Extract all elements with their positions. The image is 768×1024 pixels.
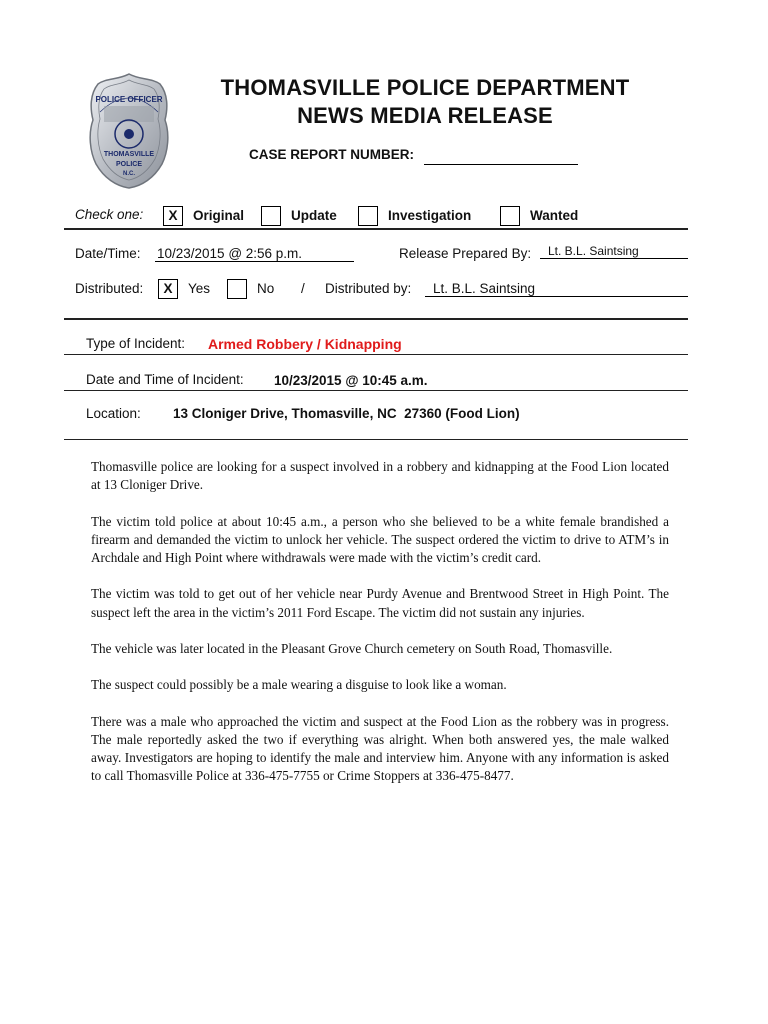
- distributed-by-value: Lt. B.L. Saintsing: [433, 281, 536, 296]
- divider: [64, 439, 688, 440]
- checkbox-distributed-yes[interactable]: X: [158, 279, 178, 299]
- distributed-by-field[interactable]: [425, 281, 688, 297]
- badge-state-text: N.C.: [123, 171, 135, 177]
- prepared-by-label: Release Prepared By:: [399, 246, 532, 261]
- police-badge-icon: [88, 72, 170, 190]
- option-update-label: Update: [291, 208, 337, 223]
- divider: [64, 354, 688, 355]
- checkbox-update[interactable]: [261, 206, 281, 226]
- paragraph: The vehicle was later located in the Pleasant Grove Church cemetery on South Road, Thomasville.: [91, 640, 613, 656]
- badge-city-text: THOMASVILLE: [103, 151, 155, 158]
- incident-datetime-value: 10/23/2015 @ 10:45 a.m.: [274, 373, 428, 388]
- release-body: [91, 458, 669, 804]
- paragraph: There was a male who approached the victim and suspect at the Food Lion as the robbery was in progress. The male reportedly asked the two if everything was alright. When both answered yes, the male walked away. Investigators are hoping to identify the male and interview him. Anyone with any information is asked to call Thomasville Police at 336-475-7755 or Crime Stoppers at 336-475-8477.: [91, 713, 669, 784]
- badge-top-text: POLICE OFFICER: [95, 95, 163, 104]
- no-label: No: [257, 281, 275, 296]
- paragraph: Thomasville police are looking for a suspect involved in a robbery and kidnapping at the Food Lion located at 13 Cloniger Drive.: [91, 459, 669, 493]
- paragraph: The victim was told to get out of her vehicle near Purdy Avenue and Brentwood Street in High Point. The suspect left the area in the victim’s 2011 Ford Escape. The victim did not sustain any injuries.: [91, 586, 669, 620]
- location-label: Location:: [86, 406, 141, 421]
- case-report-label: CASE REPORT NUMBER:: [249, 147, 415, 162]
- check-one-label: Check one:: [75, 207, 144, 222]
- prepared-by-value: Lt. B.L. Saintsing: [548, 244, 639, 258]
- divider: [64, 318, 688, 320]
- checkbox-wanted[interactable]: [500, 206, 520, 226]
- checkbox-investigation[interactable]: [358, 206, 378, 226]
- page-title: THOMASVILLE POLICE DEPARTMENT: [220, 75, 630, 100]
- checkbox-distributed-no[interactable]: [227, 279, 247, 299]
- incident-type-value: Armed Robbery / Kidnapping: [208, 336, 402, 352]
- option-original-label: Original: [193, 208, 245, 223]
- paragraph: The victim told police at about 10:45 a.m., a person who she believed to be a white female brandished a firearm and demanded the victim to unlock her vehicle. The suspect ordered the victim to drive to ATM’s in Archdale and High Point where withdrawals were made with the victim’s credit card.: [91, 513, 669, 565]
- case-report-field[interactable]: [424, 164, 578, 165]
- incident-datetime-label: Date and Time of Incident:: [86, 372, 244, 387]
- divider: [64, 228, 688, 230]
- distributed-by-label: Distributed by:: [325, 281, 412, 296]
- location-value: 13 Cloniger Drive, Thomasville, NC 27360 (Food Lion): [173, 406, 520, 421]
- checkbox-original[interactable]: X: [163, 206, 183, 226]
- option-wanted-label: Wanted: [530, 208, 579, 223]
- datetime-label: Date/Time:: [75, 246, 141, 261]
- badge-police-text: POLICE: [115, 161, 143, 168]
- datetime-field[interactable]: [155, 246, 354, 262]
- separator-slash: /: [301, 281, 305, 296]
- option-investigation-label: Investigation: [388, 208, 472, 223]
- prepared-by-field[interactable]: [540, 244, 688, 259]
- paragraph: The suspect could possibly be a male wearing a disguise to look like a woman.: [91, 677, 507, 693]
- page-subtitle: NEWS MEDIA RELEASE: [297, 103, 553, 128]
- yes-label: Yes: [188, 281, 211, 296]
- incident-type-label: Type of Incident:: [86, 336, 186, 351]
- divider: [64, 390, 688, 391]
- distributed-label: Distributed:: [75, 281, 144, 296]
- datetime-value: 10/23/2015 @ 2:56 p.m.: [157, 246, 303, 261]
